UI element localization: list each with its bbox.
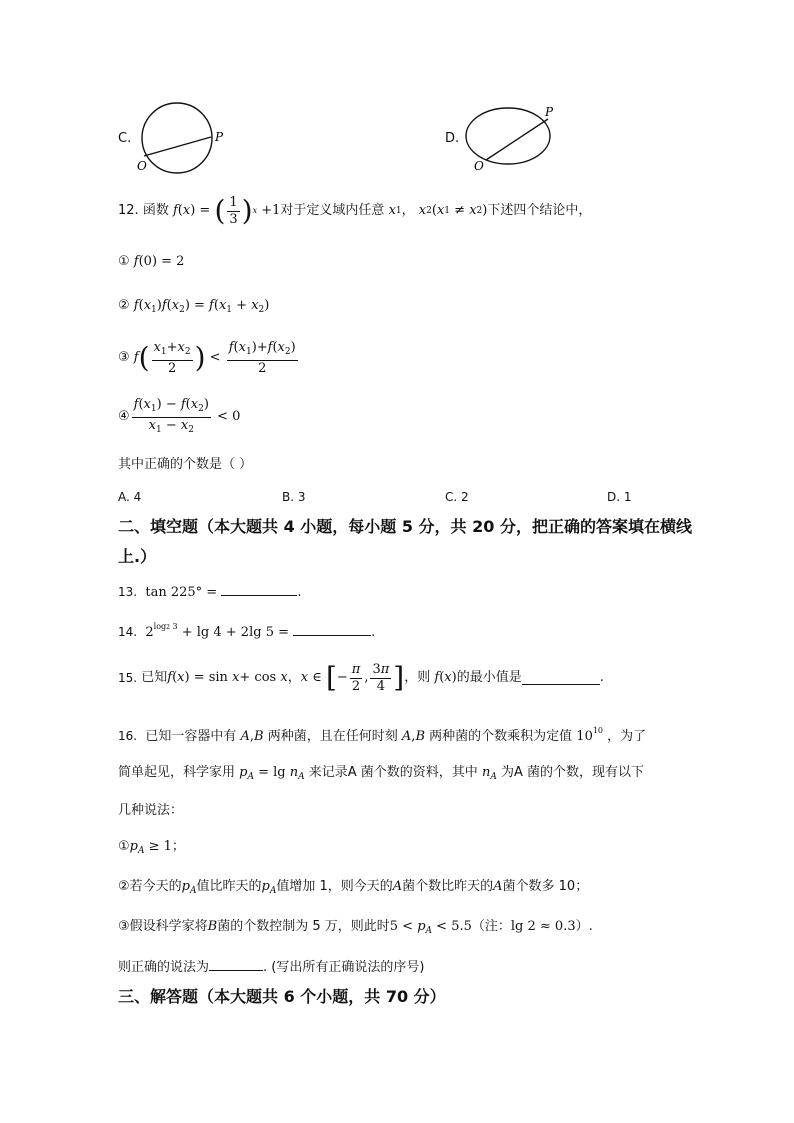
section-2-title-line1: 二、填空题（本大题共 4 小题，每小题 5 分，共 20 分，把正确的答案填在横线 [118,517,692,536]
stem-text: ， [287,670,301,685]
stem-text: 函数 [142,203,169,218]
stem-text: 简单起见，科学家用 [118,765,236,780]
ellipse-figure-d [462,100,572,175]
question-16-line2: 简单起见，科学家用 $p_A = \lg n_A$ 来记录A 菌个数的资料，其中 $n_A$ 为A 菌的个数，现有以下 [118,765,644,782]
answer-blank[interactable] [522,671,600,685]
stem-text: 下述四个结论中， [487,203,592,218]
label-o: O [137,159,147,173]
statement-number: ④ [118,409,130,424]
answer-blank[interactable] [221,582,297,596]
question-15: 15. 已知 f ( x ) = sin x + cos x ， x ∈ [ − $\frac{\pi}{2}$ , $\frac{3\pi}{4}$ ] ，则 f ( x ) 的最小值是 . [118,661,604,694]
option-d-label: D. [445,131,460,146]
section-2-title-line2: 上.） [118,547,157,566]
stem-text: ，为了 [607,729,647,744]
stem-text: ②若今天的 [118,879,182,894]
statement-4: ④ $\frac{f(x_1) - f(x_2)}{x_1 - x_2}$ < 0 [118,396,241,435]
stem-text: 的最小值是 [456,670,522,685]
question-16-item3: ③假设科学家将B菌的个数控制为 5 万，则此时$5 < p_A < 5.5$（注：lg 2 ≈ 0.3）. [118,919,593,936]
circle-figure-c [135,98,235,178]
stem-text: . (写出所有正确说法的序号) [263,960,425,975]
label-p: P [545,105,554,119]
label-p: P [215,130,224,144]
chord-line [144,137,211,156]
stem-text: 为A 菌的个数，现有以下 [500,765,644,780]
statement-number: ③ [118,350,130,365]
question-16-line1: 16. 已知一容器中有 A,B 两种菌，且在任何时刻 A,B 两种菌的个数乘积为定值 $10^{10}$ ，为了 [118,726,647,744]
statement-number: ① [118,254,130,269]
formula: $2^{log2 3} + \lg 4 + 2\lg$ 5 = [145,622,294,640]
chord-line [486,119,548,160]
stem-text: 已知 [141,670,168,685]
statement-number: ② [118,298,130,313]
answer-blank[interactable] [209,957,263,971]
stem-text: 菌的个数控制为 5 万，则此时 [217,919,390,934]
stem-text: 菌个数比昨天的 [402,879,494,894]
stem-text: 值增加 1，则今天的 [276,879,393,894]
label-o: O [474,159,484,173]
stem-text: （注： [471,919,511,934]
question-13: 13. tan 225° = . [118,582,301,602]
stem-text: ③假设科学家将 [118,919,208,934]
question-16-line3: 几种说法： [118,803,184,818]
choice-a: A. 4 [118,490,142,504]
question-number: 15. [118,671,138,685]
stem-text: ）. [575,919,593,934]
stem-text: 两种菌的个数乘积为定值 [429,729,573,744]
question-number: 13. [118,585,138,599]
question-number: 12. [118,203,139,218]
question-16-item1: $①p_A \ge 1$； [118,839,185,856]
choice-d: D. 1 [607,490,632,504]
stem-text: 两种菌，且在任何时刻 [267,729,398,744]
stem-text: 已知一容器中有 [145,729,237,744]
stem-text: 菌个数多 10； [502,879,589,894]
stem-text: 则正确的说法为 [118,960,210,975]
question-16-answer [118,957,424,977]
option-c-label: C. [118,131,132,146]
stem-text: ，则 [404,670,431,685]
statement-3: ③ f ( $\frac{x_1+x_2}{2}$ ) < $\frac{f(x_1)+f(x_2)}{2}$ [118,339,296,376]
formula: tan 225° = [145,585,222,600]
question-12-stem: 12. 函数 f ( x ) = ( $\frac{1}{3}$ ) x +1 对于定义域内任意 x 1 ， x 2 ( x 1 ≠ x 2 ) 下述四个结论中， [118,194,592,227]
statement-2: ② $f(x_1)f(x_2) = f(x_1 + x_2)$ [118,298,270,315]
circle-shape [142,103,212,173]
stem-text: 来记录A 菌个数的资料，其中 [308,765,478,780]
question-14: 14. $2^{log2 3} + \lg 4 + 2\lg$ 5 = . [118,622,376,640]
stem-text: 值比昨天的 [196,879,262,894]
answer-blank[interactable] [293,622,371,636]
choice-b: B. 3 [282,490,306,504]
question-12-prompt: 其中正确的个数是（ ） [118,457,253,472]
statement-number: ① [118,839,130,854]
statement-1: ① f(0) = 2 [118,254,185,269]
question-16-item2: ②若今天的$p_A$值比昨天的$p_A$值增加 1，则今天的A菌个数比昨天的A菌个数多 10； [118,879,589,896]
question-number: 16. [118,729,138,743]
formula: f [168,203,178,218]
choice-c: C. 2 [445,490,469,504]
question-number: 14. [118,625,138,639]
ellipse-shape [466,108,550,164]
stem-text: 对于定义域内任意 [280,203,385,218]
section-3-title: 三、解答题（本大题共 6 个小题，共 70 分） [118,987,446,1006]
